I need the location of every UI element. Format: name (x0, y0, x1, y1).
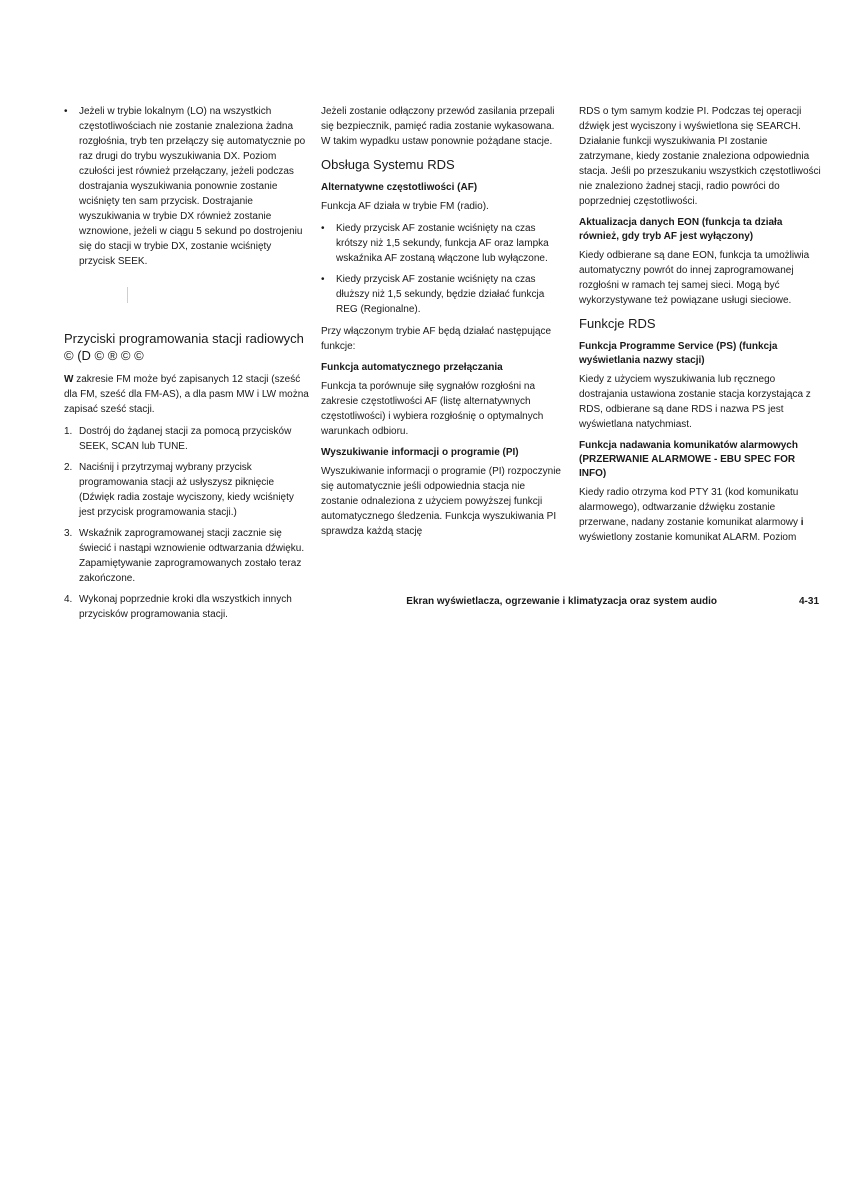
af-after-paragraph: Przy włączonym trybie AF będą działać następujące funkcje: (321, 326, 552, 352)
pi-paragraph: Wyszukiwanie informacji o programie (PI) rozpoczynie się automatycznie jeśli odpowiednia stacja nie zostanie odnaleziona z użyciem powyższej funkcji automatycznego śledzenia. Funkcja wyszukiwania PI sprawdza każdą stację (321, 466, 561, 537)
auto-switch-paragraph: Funkcja ta porównuje siłę sygnałów rozgłośni na zakresie częstotliwości AF (listę alternatywnych częstotliwości) i wybiera rozgłośnię o optymalnych warunkach odbioru. (321, 381, 544, 437)
section-heading-preset-buttons: Przyciski programowania stacji radiowych © (D © ® © © (64, 331, 304, 363)
scan-mark (127, 287, 128, 303)
auto-switch-subheading: Funkcja automatycznego przełączania (321, 362, 503, 373)
column-right (579, 104, 821, 552)
page-footer (0, 594, 848, 610)
step-item (64, 424, 310, 454)
step-item (64, 460, 310, 520)
preset-intro-lead: W (64, 374, 74, 385)
pi-subheading: Wyszukiwanie informacji o programie (PI) (321, 447, 519, 458)
pi-continued-paragraph: RDS o tym samym kodzie PI. Podczas tej operacji dźwięk jest wyciszony i wyświetlona się SEARCH. Działanie funkcji wyszukiwania PI zostanie zatrzymane, kiedy zostanie znaleziona odpowiednia stacja. Jeśli po przeszukaniu wszystkich częstotliwości nie znaleziono żadnej stacji, radio powróci do poprzedniej częstotliwości. (579, 106, 821, 207)
step-text: Naciśnij i przytrzymaj wybrany przycisk programowania stacji aż usłyszysz piknięcie (Dźwięk radia zostaje wyciszony, kiedy wciśnięty jest przycisk programowania stacji.) (79, 462, 294, 518)
intro-bullet: • Jeżeli w trybie lokalnym (LO) na wszystkich częstotliwościach nie zostanie znaleziona żadna rozgłośnia, tryb ten przełączy się automatycznie po raz drugi do trybu wyszukiwania DX. Poziom czułości jest również przełączany, jeżeli podczas dostrajania wyszukiwania ponownie zostanie wciśnięty ten sam przycisk. Dostrajanie wyszukiwania w trybie DX również zostanie wznowione, jeżeli w ciągu 5 sekund po dostrojeniu się do stacji w trybie DX, zostanie wciśnięty przycisk SEEK. (64, 104, 310, 269)
eon-subheading: Aktualizacja danych EON (funkcja ta działa również, gdy tryb AF jest wyłączony) (579, 217, 783, 242)
step-text: Dostrój do żądanej stacji za pomocą przycisków SEEK, SCAN lub TUNE. (79, 426, 292, 452)
step-text: Wykonaj poprzednie kroki dla wszystkich innych przycisków programowania stacji. (79, 594, 292, 620)
af-paragraph: Funkcja AF działa w trybie FM (radio). (321, 201, 489, 212)
alarm-subheading: Funkcja nadawania komunikatów alarmowych (PRZERWANIE ALARMOWE - EBU SPEC FOR INFO) (579, 440, 798, 479)
alarm-text-b: wyświetlony zostanie komunikat ALARM. Poziom (579, 532, 797, 543)
alarm-text-bold: i (800, 517, 804, 528)
ps-paragraph: Kiedy z użyciem wyszukiwania lub ręcznego dostrajania ustawiona zostanie stacja korzystająca z RDS, odbierane są dane RDS i nazwa PS jest wyświetlana natychmiast. (579, 374, 811, 430)
alarm-text-a: Kiedy radio otrzyma kod PTY 31 (kod komunikatu alarmowego), odtwarzanie dźwięku zostanie przerwane, nadany zostanie komunikat alarmowy (579, 487, 801, 528)
ps-subheading: Funkcja Programme Service (PS) (funkcja wyświetlania nazwy stacji) (579, 341, 778, 366)
preset-steps-list (64, 424, 310, 622)
step-number: 2. (64, 462, 73, 473)
section-heading-rds-functions: Funkcje RDS (579, 316, 656, 331)
step-item (64, 526, 310, 586)
eon-paragraph: Kiedy odbierane są dane EON, funkcja ta umożliwia automatyczny powrót do innej zaprogramowanej rozgłośni w ramach tej samej sieci. Mogą być wykorzystywane też powiązane usługi sieciowe. (579, 250, 810, 306)
intro-bullet-list (64, 104, 310, 269)
section-heading-rds-operation: Obsługa Systemu RDS (321, 157, 455, 172)
memory-reset-paragraph: Jeżeli zostanie odłączony przewód zasilania przepali się bezpiecznik, pamięć radia zostanie wykasowana. W takim wypadku ustaw ponownie pożądane stacje. (321, 106, 555, 147)
column-middle (321, 104, 561, 546)
preset-intro-paragraph (64, 372, 310, 417)
spacer (64, 276, 310, 330)
step-text: Wskaźnik zaprogramowanej stacji zacznie się świecić i nastąpi wznowienie odtwarzania dźwięku. Zapamiętywanie zaprogramowanych zostało teraz zakończone. (79, 528, 305, 584)
step-number: 4. (64, 594, 73, 605)
alarm-paragraph (579, 485, 821, 545)
footer-chapter-title: Ekran wyświetlacza, ogrzewanie i klimatyzacja oraz system audio (406, 596, 717, 607)
step-number: 1. (64, 426, 73, 437)
af-bullet-list (321, 221, 561, 317)
af-bullet: • Kiedy przycisk AF zostanie wciśnięty na czas krótszy niż 1,5 sekundy, funkcja AF oraz lampka wskaźnika AF zostaną włączone lub wyłączone. (321, 221, 561, 266)
column-left (64, 104, 310, 628)
footer-page-number: 4-31 (798, 596, 819, 607)
preset-intro-text: zakresie FM może być zapisanych 12 stacji (sześć dla FM, sześć dla FM-AS), a dla pasm MW i LW można zapisać sześć stacji. (64, 374, 309, 415)
af-bullet: • Kiedy przycisk AF zostanie wciśnięty na czas dłuższy niż 1,5 sekundy, będzie działać funkcja REG (Regionalne). (321, 272, 561, 317)
step-number: 3. (64, 528, 73, 539)
af-subheading: Alternatywne częstotliwości (AF) (321, 182, 478, 193)
